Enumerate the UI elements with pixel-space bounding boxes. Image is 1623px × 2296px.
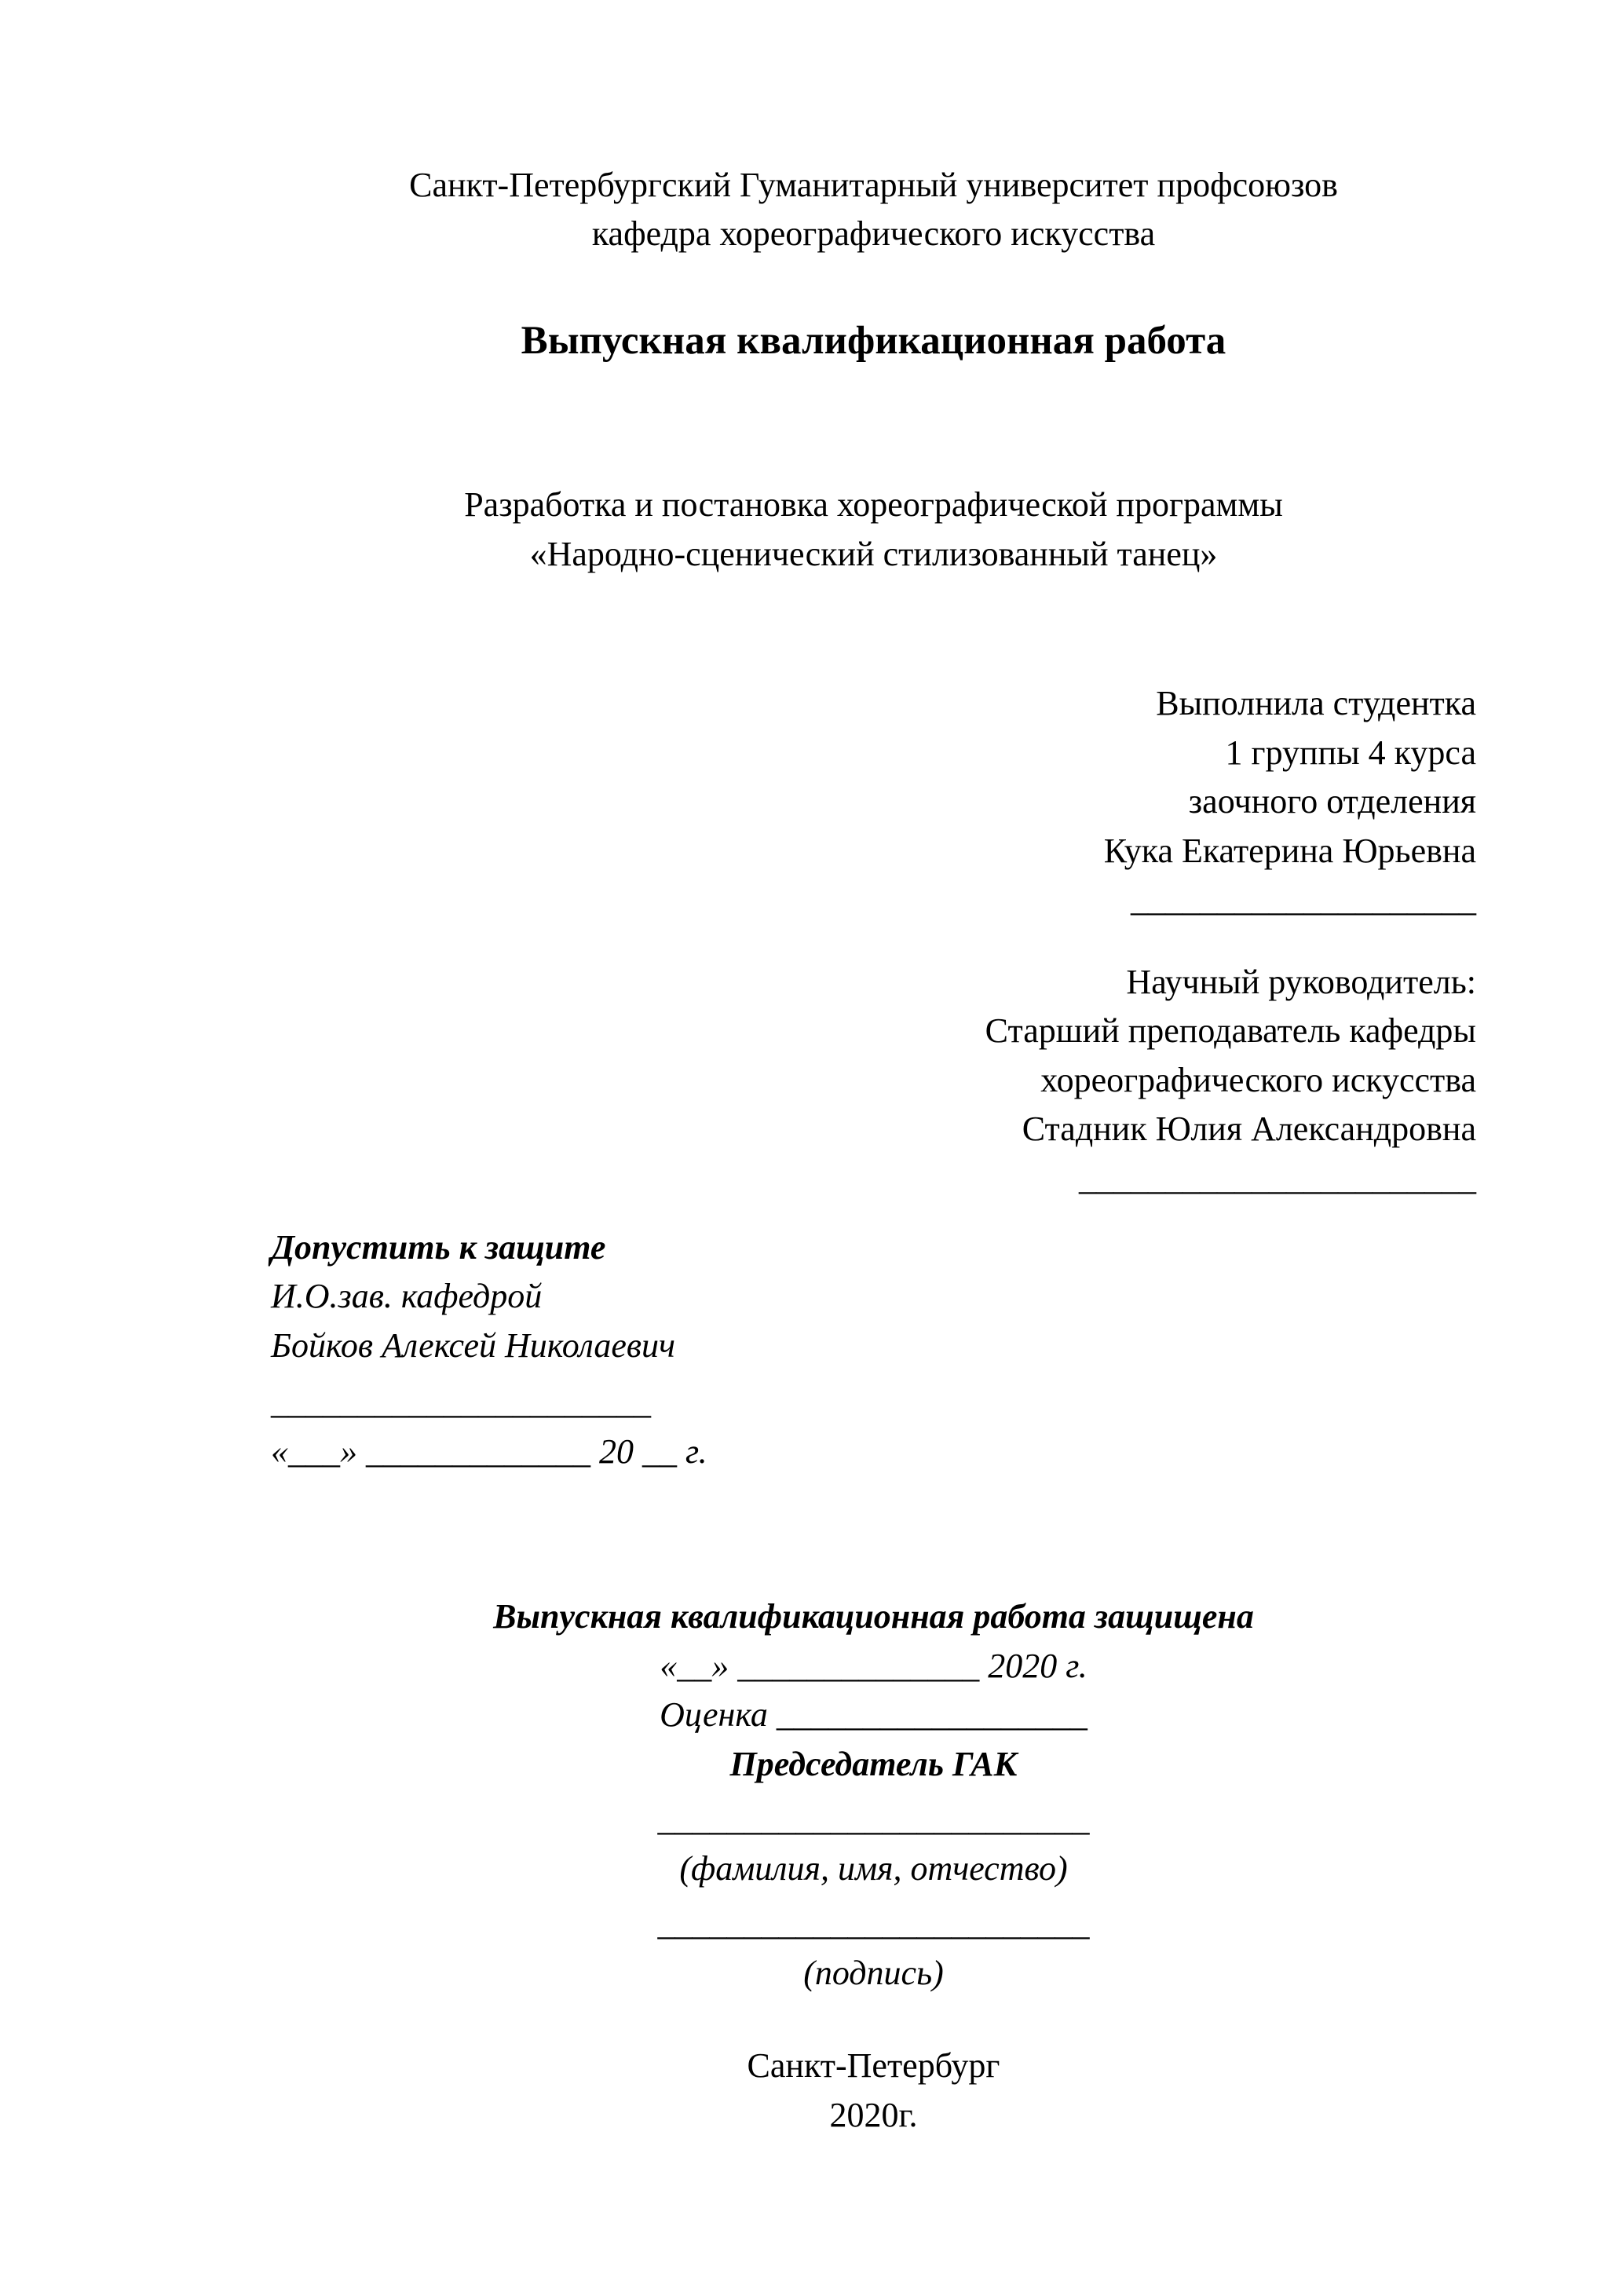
- defense-block: [271, 1592, 1476, 1998]
- document-title: Выпускная квалификационная работа: [521, 318, 1226, 363]
- approval-position: И.О.зав. кафедрой: [271, 1277, 543, 1316]
- advisor-position-line1: Старший преподаватель кафедры: [985, 1011, 1476, 1051]
- program-subtitle: [271, 481, 1476, 579]
- chairman-name-caption: (фамилия, имя, отчество): [679, 1848, 1068, 1888]
- defense-heading: Выпускная квалификационная работа защищена: [493, 1597, 1254, 1636]
- student-signature-line: ____________________: [1131, 880, 1476, 919]
- approval-heading: Допустить к защите: [271, 1227, 606, 1267]
- student-group-line: 1 группы 4 курса: [1225, 733, 1476, 772]
- program-subtitle-line2: «Народно-сценический стилизованный танец»: [529, 534, 1218, 573]
- approval-date-line: «___» _____________ 20 __ г.: [271, 1431, 707, 1471]
- student-name: Кука Екатерина Юрьевна: [1103, 831, 1476, 870]
- student-role-line: Выполнила студентка: [1156, 684, 1476, 723]
- department-name: кафедра хореографического искусства: [591, 214, 1156, 254]
- advisor-signature-line: _______________________: [1079, 1158, 1476, 1197]
- advisor-position-line2: хореографического искусства: [1040, 1060, 1476, 1099]
- student-info-block: [271, 679, 1476, 924]
- chairman-title: Председатель ГАК: [729, 1744, 1018, 1783]
- chairman-sign-caption: (подпись): [803, 1953, 944, 1992]
- chairman-name-line: _________________________: [657, 1800, 1090, 1839]
- advisor-name: Стадник Юлия Александровна: [1022, 1110, 1476, 1149]
- approval-signature-line: ______________________: [271, 1383, 651, 1422]
- defense-grade-line: Оценка __________________: [660, 1695, 1087, 1735]
- university-name: Санкт-Петербургский Гуманитарный университет профсоюзов: [409, 166, 1338, 204]
- header-block: [271, 161, 1476, 259]
- approval-name: Бойков Алексей Николаевич: [271, 1325, 675, 1365]
- chairman-sign-line: _________________________: [657, 1904, 1090, 1943]
- year: 2020г.: [829, 2095, 918, 2134]
- city-name: Санкт-Петербург: [747, 2046, 1000, 2086]
- program-subtitle-line1: Разработка и постановка хореографической программы: [464, 485, 1283, 525]
- advisor-role-line: Научный руководитель:: [1126, 962, 1476, 1001]
- approval-block: [271, 1223, 1476, 1476]
- footer-block: [271, 2042, 1476, 2140]
- advisor-info-block: [271, 958, 1476, 1203]
- student-department-line: заочного отделения: [1188, 782, 1476, 821]
- defense-date-line: «__» ______________ 2020 г.: [660, 1646, 1087, 1685]
